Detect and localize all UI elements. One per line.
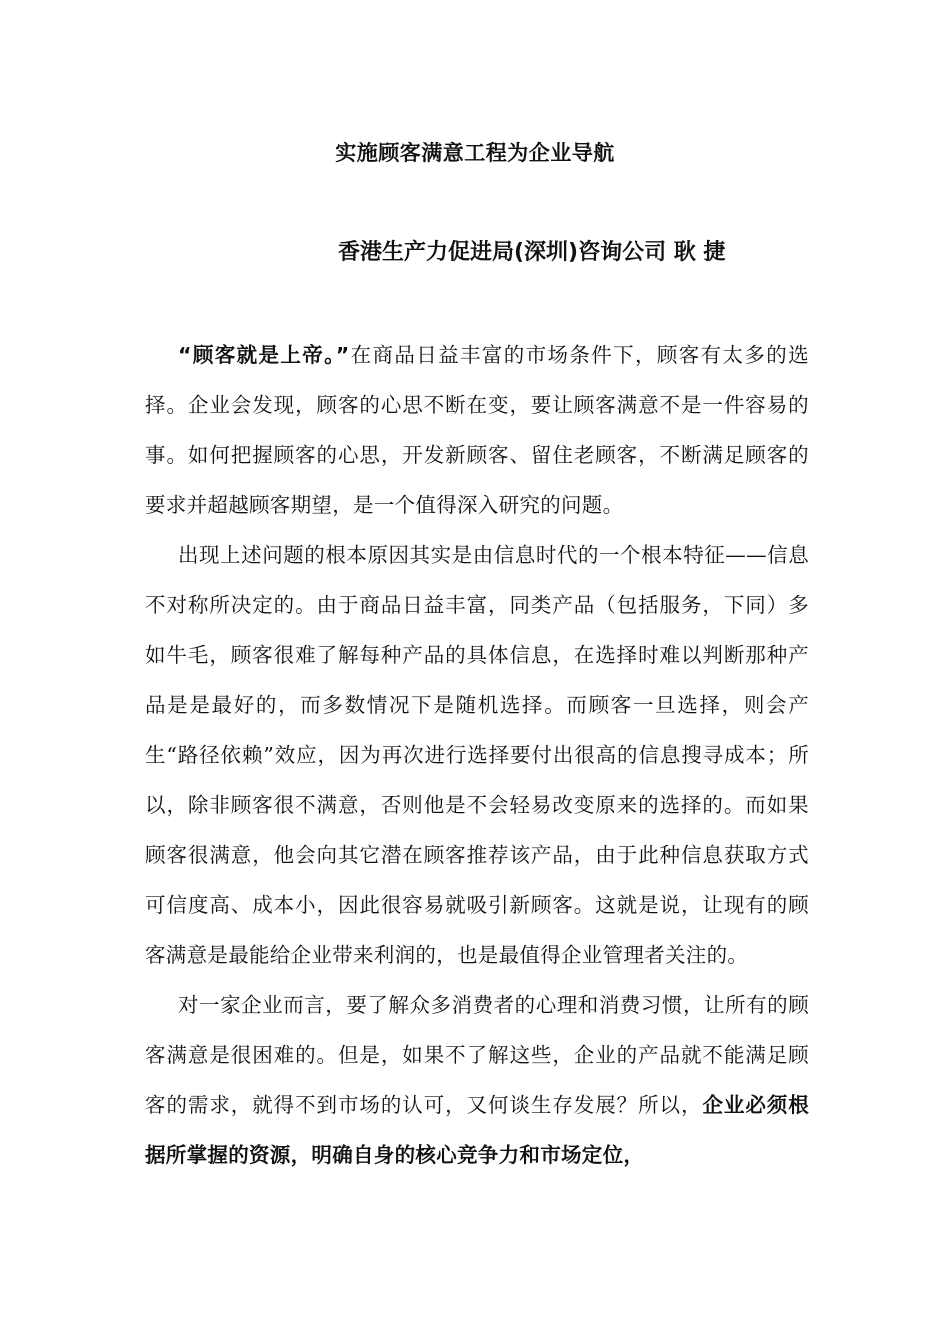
paragraph-1 [145, 330, 809, 530]
paragraph-1-lead: “顾客就是上帝。” [178, 343, 350, 367]
document-body [145, 330, 809, 1180]
document-title: 实施顾客满意工程为企业导航 [335, 141, 615, 165]
paragraph-3-emphasis: 企业必须根据所掌握的资源，明确自身的核心竞争力和市场定位， [145, 1093, 809, 1167]
paragraph-2 [145, 530, 809, 980]
paragraph-1-text: 在商品日益丰富的市场条件下，顾客有太多的选择。企业会发现，顾客的心思不断在变，要让顾客满意不是一件容易的事。如何把握顾客的心思，开发新顾客、留住老顾客，不断满足顾客的要求并超越顾客期望，是一个值得深入研究的问题。 [145, 343, 809, 517]
paragraph-3-text: 对一家企业而言，要了解众多消费者的心理和消费习惯，让所有的顾客满意是很困难的。但是，如果不了解这些，企业的产品就不能满足顾客的需求，就得不到市场的认可，又何谈生存发展？所以， [145, 993, 809, 1117]
author-byline: 香港生产力促进局(深圳)咨询公司 耿 捷 [338, 240, 726, 265]
paragraph-3 [145, 980, 809, 1180]
paragraph-2-text: 出现上述问题的根本原因其实是由信息时代的一个根本特征——信息不对称所决定的。由于商品日益丰富，同类产品（包括服务，下同）多如牛毛，顾客很难了解每种产品的具体信息，在选择时难以判断那种产品是是最好的，而多数情况下是随机选择。而顾客一旦选择，则会产生“路径依赖”效应，因为再次进行选择要付出很高的信息搜寻成本；所以，除非顾客很不满意，否则他是不会轻易改变原来的选择的。而如果顾客很满意，他会向其它潜在顾客推荐该产品，由于此种信息获取方式可信度高、成本小，因此很容易就吸引新顾客。这就是说，让现有的顾客满意是最能给企业带来利润的，也是最值得企业管理者关注的。 [145, 543, 809, 967]
